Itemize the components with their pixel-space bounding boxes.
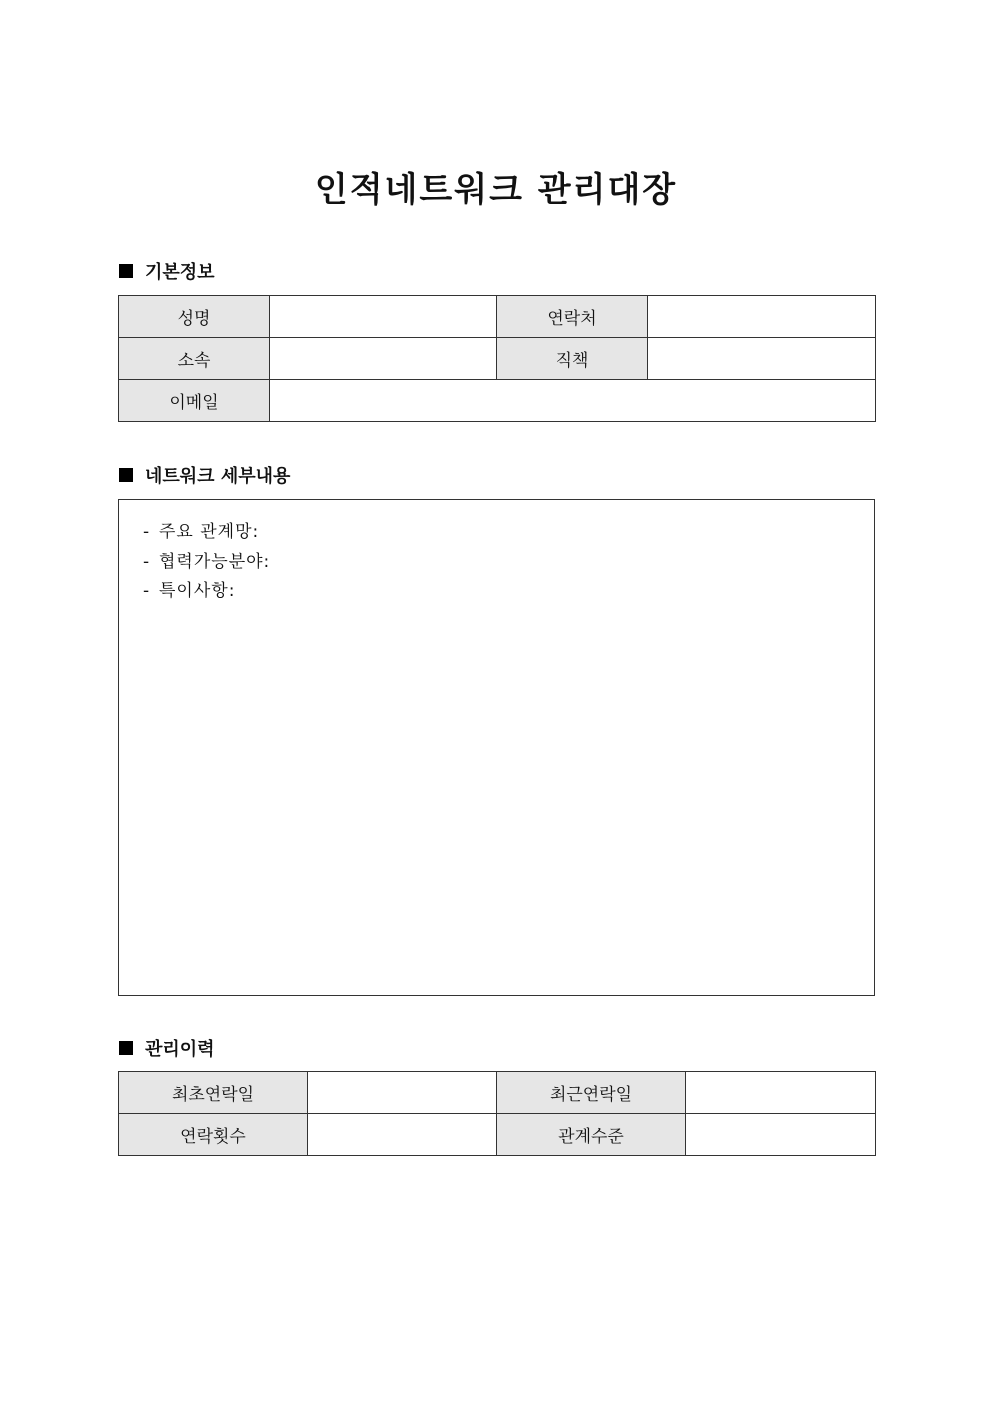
list-item: - 협력가능분야: — [143, 551, 271, 572]
details-list — [119, 500, 874, 607]
email-label: 이메일 — [119, 380, 270, 422]
name-field[interactable] — [270, 296, 497, 338]
table-row — [119, 1114, 876, 1156]
first-contact-field[interactable] — [308, 1072, 497, 1114]
table-row — [119, 296, 876, 338]
square-bullet-icon — [119, 264, 133, 278]
basic-info-table — [118, 295, 876, 422]
affiliation-label: 소속 — [119, 338, 270, 380]
contact-field[interactable] — [648, 296, 876, 338]
contact-label: 연락처 — [497, 296, 648, 338]
special-notes-label: 특이사항: — [159, 581, 236, 601]
table-row — [119, 1072, 876, 1114]
page-title: 인적네트워크 관리대장 — [314, 170, 678, 210]
table-row — [119, 338, 876, 380]
relation-level-label: 관계수준 — [497, 1114, 686, 1156]
first-contact-label: 최초연락일 — [119, 1072, 308, 1114]
basic-info-heading — [119, 258, 215, 284]
square-bullet-icon — [119, 468, 133, 482]
relation-level-field[interactable] — [686, 1114, 876, 1156]
email-field[interactable] — [270, 380, 876, 422]
main-network-label: 주요 관계망: — [159, 522, 260, 542]
cooperation-field-label: 협력가능분야: — [159, 551, 271, 572]
contact-count-label: 연락횟수 — [119, 1114, 308, 1156]
recent-contact-field[interactable] — [686, 1072, 876, 1114]
network-details-box[interactable] — [118, 499, 875, 996]
square-bullet-icon — [119, 1041, 133, 1055]
affiliation-field[interactable] — [270, 338, 497, 380]
recent-contact-label: 최근연락일 — [497, 1072, 686, 1114]
network-details-heading — [119, 462, 290, 488]
basic-info-heading-text: 기본정보 — [145, 262, 215, 283]
history-heading-text: 관리이력 — [145, 1039, 215, 1060]
contact-count-field[interactable] — [308, 1114, 497, 1156]
history-table — [118, 1071, 876, 1156]
position-field[interactable] — [648, 338, 876, 380]
history-heading — [119, 1035, 215, 1061]
name-label: 성명 — [119, 296, 270, 338]
list-item: - 주요 관계망: — [143, 522, 260, 542]
list-item: - 특이사항: — [143, 581, 236, 601]
network-details-heading-text: 네트워크 세부내용 — [145, 466, 291, 487]
position-label: 직책 — [497, 338, 648, 380]
table-row — [119, 380, 876, 422]
